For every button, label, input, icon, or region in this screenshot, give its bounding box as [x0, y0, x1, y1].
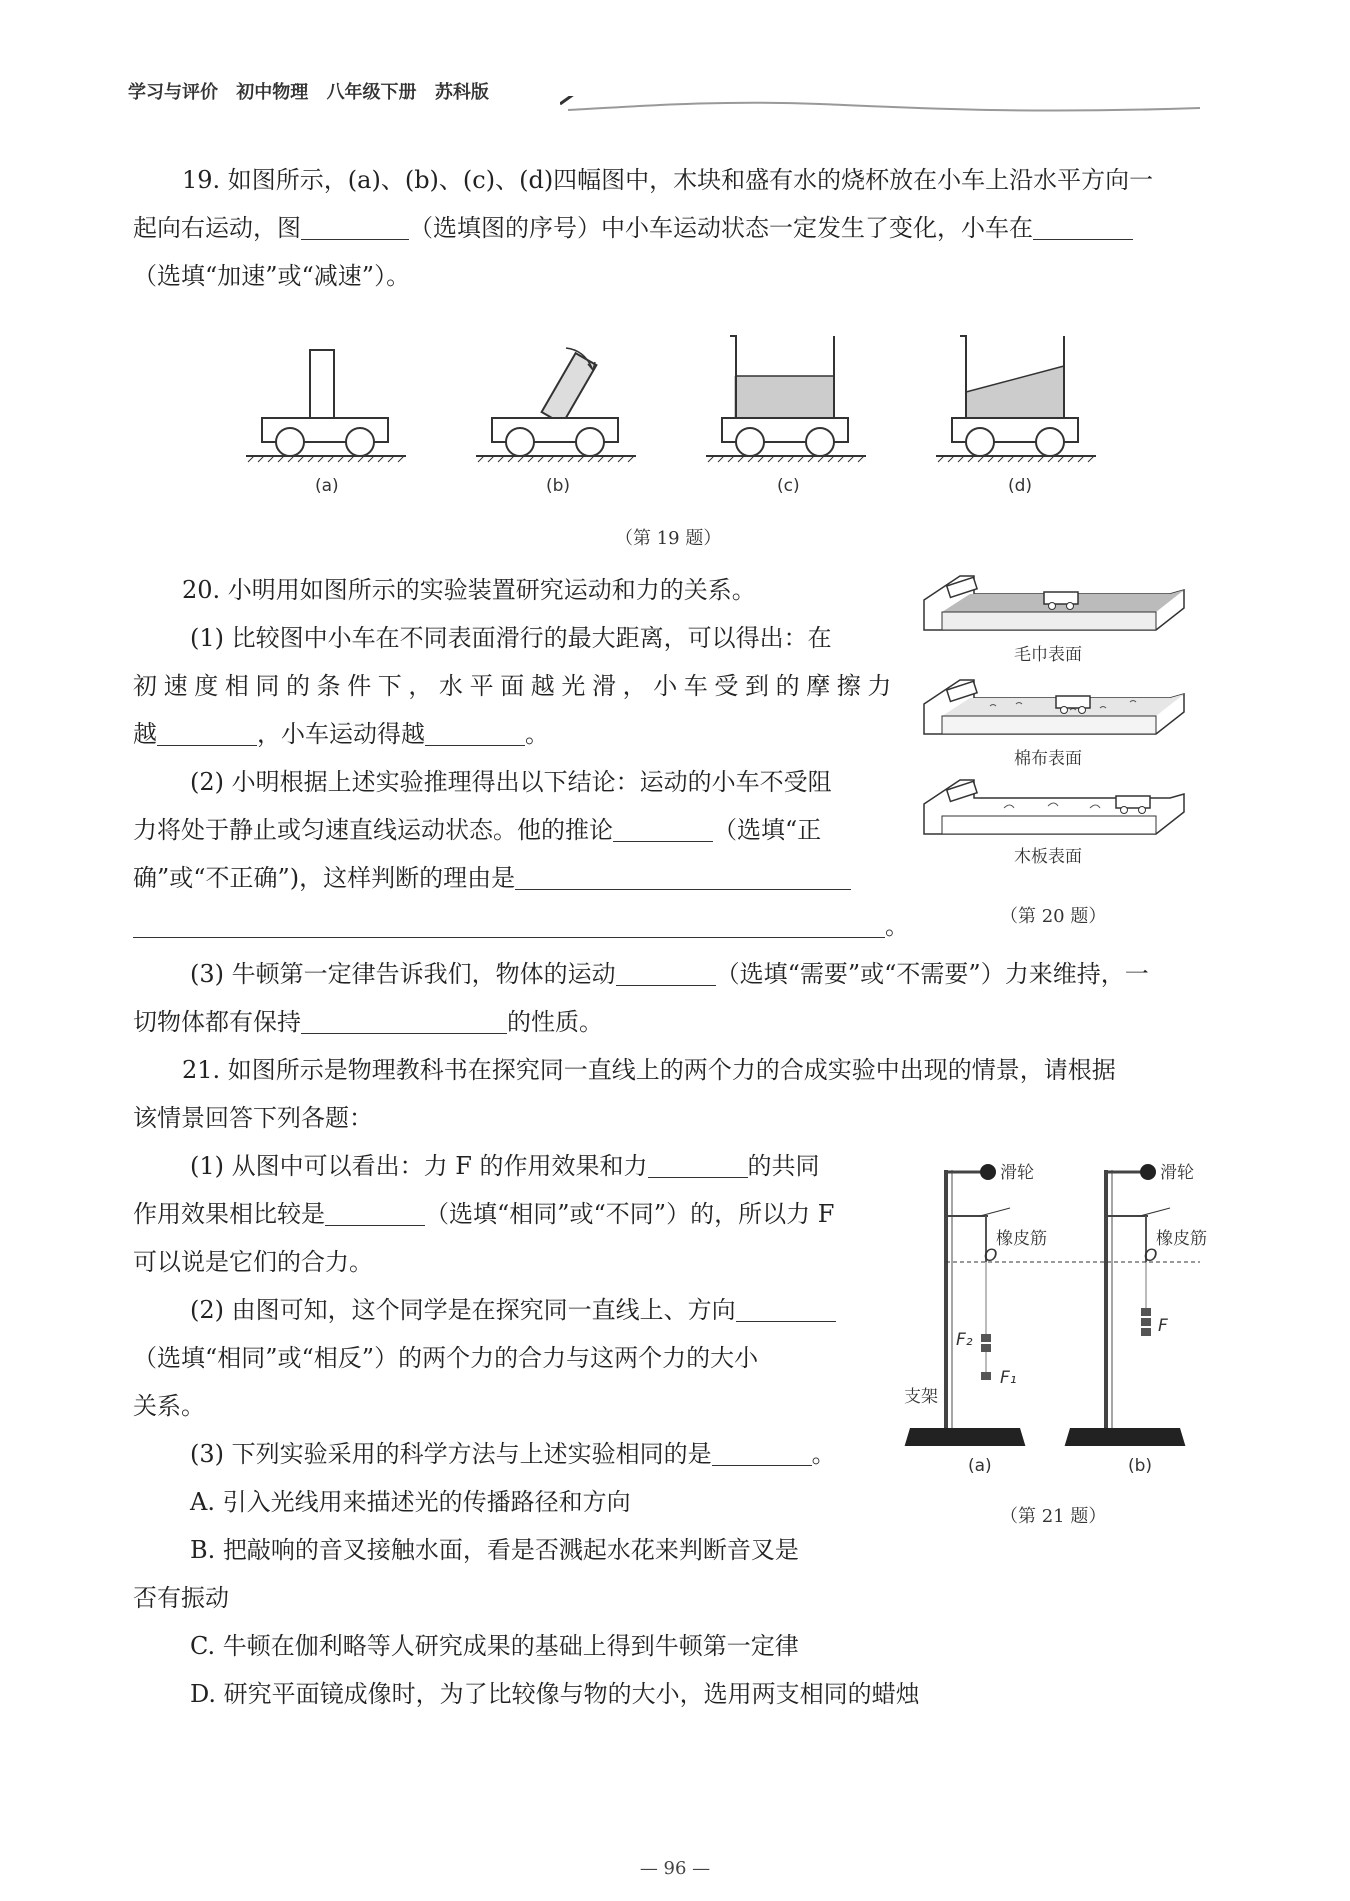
q19-label-b: (b)	[546, 476, 571, 496]
q19-label-c: (c)	[777, 476, 800, 496]
q19-caption: （第 19 题）	[615, 528, 722, 549]
q21-caption: （第 21 题）	[1000, 1506, 1107, 1527]
q20-part2-line1: (2) 小明根据上述实验推理得出以下结论：运动的小车不受阻	[190, 768, 832, 796]
q20-blank-5[interactable]	[133, 913, 885, 938]
q21-label-F2: F₂	[956, 1330, 973, 1350]
q20-part3-line2: 切物体都有保持 的性质。	[133, 1008, 603, 1036]
q21-line1: 21. 如图所示是物理教科书在探究同一直线上的两个力的合成实验中出现的情景，请根据	[182, 1056, 1116, 1084]
cart-d	[936, 336, 1096, 462]
q21-part2-line2: （选填“相同”或“相反”）的两个力的合力与这两个力的大小	[133, 1344, 759, 1372]
q20-caption: （第 20 题）	[1000, 906, 1107, 927]
q20-figure	[920, 570, 1190, 860]
q20-part2-line3: 确”或“不正确”)，这样判断的理由是	[133, 854, 851, 902]
q19-line3: （选填“加速”或“减速”）。	[133, 262, 411, 290]
q20-part2-line2: 力将处于静止或匀速直线运动状态。他的推论 （选填“正	[133, 816, 822, 844]
cart-a	[246, 350, 406, 462]
q20-part1-line3: 越 ，小车运动得越 。	[133, 720, 549, 748]
q19-line1: 19. 如图所示，(a)、(b)、(c)、(d)四幅图中，木块和盛有水的烧杯放在小车上沿水平方向一	[182, 166, 1154, 194]
q19-label-d: (d)	[1008, 476, 1033, 496]
header-pen-line-icon	[560, 96, 1200, 116]
q21-part2-line3: 关系。	[133, 1392, 205, 1420]
q21-part1-line2: 作用效果相比较是 （选填“相同”或“不同”）的，所以力 F	[133, 1200, 835, 1228]
q20-blank-2[interactable]	[425, 721, 525, 746]
header-subject: 初中物理	[236, 82, 309, 103]
q19-blank-2[interactable]	[1033, 215, 1133, 240]
q21-blank-1[interactable]	[648, 1153, 748, 1178]
q20-blank-4[interactable]	[515, 865, 851, 890]
q20-line1: 20. 小明用如图所示的实验装置研究运动和力的关系。	[182, 576, 756, 604]
q21-blank-3[interactable]	[736, 1297, 836, 1322]
q21-option-b-line1: B. 把敲响的音叉接触水面，看是否溅起水花来判断音叉是	[190, 1536, 799, 1564]
q21-option-d: D. 研究平面镜成像时，为了比较像与物的大小，选用两支相同的蜡烛	[190, 1680, 920, 1708]
header-edition: 苏科版	[434, 82, 489, 103]
q21-label-rubber-b: 橡皮筋	[1156, 1229, 1207, 1249]
q20-blank-3[interactable]	[613, 817, 713, 842]
page-header	[128, 78, 501, 104]
q21-label-a: (a)	[968, 1456, 992, 1476]
q21-label-F1: F₁	[1000, 1368, 1017, 1388]
q20-blank-6[interactable]	[616, 961, 716, 986]
q21-option-c: C. 牛顿在伽利略等人研究成果的基础上得到牛顿第一定律	[190, 1632, 799, 1660]
q21-part2-line1: (2) 由图可知，这个同学是在探究同一直线上、方向	[190, 1286, 836, 1334]
q21-part1-line3: 可以说是它们的合力。	[133, 1248, 373, 1276]
q21-label-O-a: O	[984, 1246, 998, 1266]
q19-line2: 起向右运动，图 （选填图的序号）中小车运动状态一定发生了变化，小车在	[133, 204, 1133, 252]
q20-blank-1[interactable]	[157, 721, 257, 746]
q21-blank-4[interactable]	[712, 1441, 812, 1466]
q21-line2: 该情景回答下列各题：	[133, 1104, 373, 1132]
q21-label-b: (b)	[1128, 1456, 1153, 1476]
q21-label-stand: 支架	[904, 1387, 938, 1407]
q19-figure	[240, 330, 1100, 470]
q20-surface-cotton: 棉布表面	[1014, 749, 1082, 769]
q21-label-pulley-a: 滑轮	[1000, 1163, 1034, 1183]
q21-label-O-b: O	[1144, 1246, 1158, 1266]
header-grade: 八年级下册	[326, 82, 417, 103]
q21-blank-2[interactable]	[325, 1201, 425, 1226]
q20-blank-7[interactable]	[301, 1009, 507, 1034]
q21-part1-line1: (1) 从图中可以看出：力 F 的作用效果和力 的共同	[190, 1152, 820, 1180]
cart-c	[706, 336, 866, 462]
q21-part3-line1: (3) 下列实验采用的科学方法与上述实验相同的是 。	[190, 1440, 836, 1468]
header-book: 学习与评价	[128, 82, 218, 103]
q20-part3-line1: (3) 牛顿第一定律告诉我们，物体的运动 （选填“需要”或“不需要”）力来维持，一	[190, 960, 1149, 988]
q21-label-F: F	[1158, 1316, 1168, 1336]
q19-label-a: (a)	[315, 476, 339, 496]
q21-option-b-line2: 否有振动	[133, 1584, 229, 1612]
q21-figure	[900, 1146, 1240, 1446]
q20-part1-line2: 初速度相同的条件下，水平面越光滑，小车受到的摩擦力	[133, 672, 898, 700]
q19-blank-1[interactable]	[301, 215, 409, 240]
q21-option-a: A. 引入光线用来描述光的传播路径和方向	[190, 1488, 631, 1516]
towel-surface	[924, 576, 1184, 630]
cotton-surface	[924, 680, 1184, 734]
q21-label-pulley-b: 滑轮	[1160, 1163, 1194, 1183]
wood-surface	[924, 780, 1184, 834]
q20-part1-line1: (1) 比较图中小车在不同表面滑行的最大距离，可以得出：在	[190, 624, 832, 652]
q21-label-rubber-a: 橡皮筋	[996, 1229, 1047, 1249]
q20-part2-line4: 。	[133, 902, 909, 950]
q20-surface-towel: 毛巾表面	[1014, 645, 1082, 665]
page-number: — 96 —	[639, 1858, 711, 1879]
stand-b	[1064, 1164, 1186, 1446]
q20-surface-wood: 木板表面	[1014, 847, 1082, 867]
cart-b	[476, 348, 636, 462]
